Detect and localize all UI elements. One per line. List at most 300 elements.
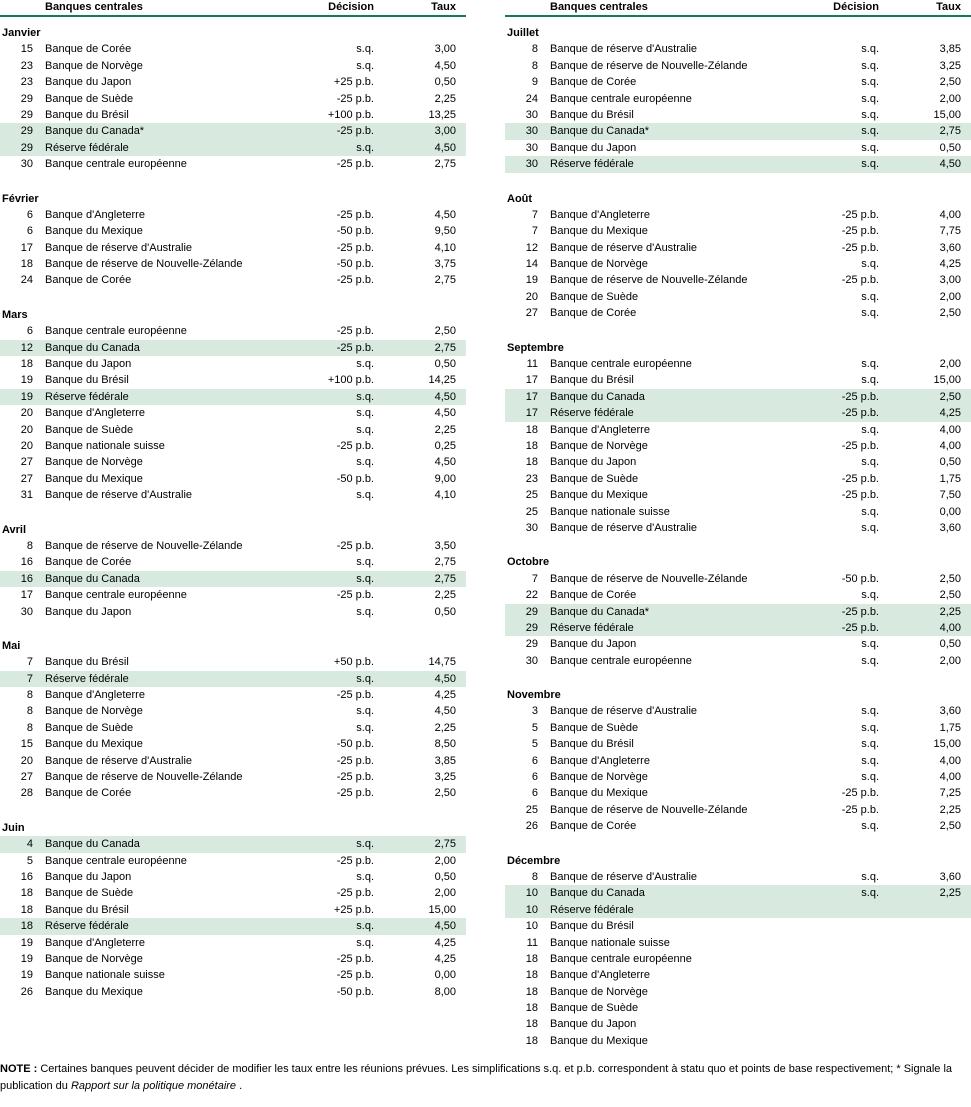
bank-name: Banque centrale européenne xyxy=(550,952,692,965)
decision-value: s.q. xyxy=(356,358,374,371)
bank-name: Banque de réserve d'Australie xyxy=(45,754,193,767)
month-label: Février xyxy=(2,192,39,205)
decision-value: s.q. xyxy=(861,290,879,303)
table-row xyxy=(0,454,466,470)
rate-value: 2,50 xyxy=(434,325,456,338)
meeting-day: 18 xyxy=(525,1034,538,1047)
meeting-day: 27 xyxy=(20,771,33,784)
decision-value: s.q. xyxy=(861,870,879,883)
bank-name: Banque de Norvège xyxy=(550,439,648,452)
meeting-day: 26 xyxy=(525,820,538,833)
footnote xyxy=(0,1061,966,1095)
meeting-day: 10 xyxy=(525,920,538,933)
meeting-day: 7 xyxy=(531,225,538,238)
decision-value: s.q. xyxy=(356,605,374,618)
bank-name: Banque de Suède xyxy=(550,290,639,303)
meeting-day: 6 xyxy=(531,754,538,767)
month-label: Novembre xyxy=(507,689,561,702)
rate-value: 4,25 xyxy=(434,936,456,949)
rate-value: 2,50 xyxy=(434,787,456,800)
decision-value: +100 p.b. xyxy=(327,374,374,387)
bank-name: Banque du Mexique xyxy=(550,489,648,502)
rate-value: 8,50 xyxy=(434,738,456,751)
rate-value: 4,50 xyxy=(939,158,961,171)
decision-value: s.q. xyxy=(861,358,879,371)
meeting-day: 17 xyxy=(525,390,538,403)
table-row xyxy=(0,74,466,90)
table-row xyxy=(0,935,466,951)
decision-value: -25 p.b. xyxy=(336,274,374,287)
meeting-day: 18 xyxy=(525,456,538,469)
rate-value: 2,25 xyxy=(939,887,961,900)
table-row xyxy=(0,389,466,405)
table-row xyxy=(505,1016,971,1032)
decision-value: s.q. xyxy=(861,705,879,718)
table-row xyxy=(0,405,466,421)
table-row xyxy=(0,140,466,156)
bank-name: Banque du Canada xyxy=(550,887,645,900)
month-rows xyxy=(505,869,971,1049)
rate-value: 4,50 xyxy=(434,141,456,154)
meeting-day: 8 xyxy=(531,59,538,72)
table-row xyxy=(505,869,971,885)
bank-name: Banque du Brésil xyxy=(45,903,129,916)
table-row xyxy=(0,207,466,223)
rate-value: 3,00 xyxy=(434,125,456,138)
table-row xyxy=(505,91,971,107)
rate-value: 3,00 xyxy=(434,43,456,56)
table-row xyxy=(0,156,466,172)
meeting-day: 20 xyxy=(20,423,33,436)
table-row xyxy=(505,471,971,487)
decision-value: -25 p.b. xyxy=(841,605,879,618)
table-row xyxy=(0,340,466,356)
bank-name: Banque de Suède xyxy=(45,887,134,900)
table-row xyxy=(0,703,466,719)
meeting-day: 18 xyxy=(20,358,33,371)
decision-value: -25 p.b. xyxy=(336,952,374,965)
table-row xyxy=(0,487,466,503)
table-row xyxy=(0,785,466,801)
bank-name: Banque du Canada xyxy=(45,572,140,585)
month-section xyxy=(0,638,466,802)
meeting-day: 9 xyxy=(531,76,538,89)
rate-value: 0,50 xyxy=(939,456,961,469)
table-row xyxy=(0,372,466,388)
bank-name: Banque du Brésil xyxy=(45,108,129,121)
rate-value: 7,25 xyxy=(939,787,961,800)
decision-value: s.q. xyxy=(861,654,879,667)
bank-name: Banque centrale européenne xyxy=(550,358,692,371)
decision-value: -50 p.b. xyxy=(336,225,374,238)
meeting-day: 29 xyxy=(525,638,538,651)
bank-name: Banque de Suède xyxy=(45,92,134,105)
meeting-day: 19 xyxy=(20,374,33,387)
decision-value: s.q. xyxy=(861,108,879,121)
table-row xyxy=(505,636,971,652)
table-row xyxy=(505,736,971,752)
decision-value: -25 p.b. xyxy=(336,125,374,138)
table-row xyxy=(0,323,466,339)
rate-value: 4,50 xyxy=(434,672,456,685)
meeting-day: 30 xyxy=(20,158,33,171)
month-label: Août xyxy=(507,192,533,205)
table-header xyxy=(0,0,466,17)
table-row xyxy=(505,107,971,123)
meeting-day: 17 xyxy=(20,241,33,254)
table-row xyxy=(505,289,971,305)
bank-name: Banque de réserve d'Australie xyxy=(45,241,193,254)
bank-name: Banque de Corée xyxy=(45,556,132,569)
table-row xyxy=(0,554,466,570)
decision-value: s.q. xyxy=(861,125,879,138)
decision-value: -25 p.b. xyxy=(336,689,374,702)
meeting-day: 18 xyxy=(20,258,33,271)
bank-name: Banque du Japon xyxy=(45,76,132,89)
month-section xyxy=(505,554,971,669)
rate-value: 4,00 xyxy=(939,621,961,634)
decision-value: -25 p.b. xyxy=(841,390,879,403)
rate-value: 15,00 xyxy=(933,374,961,387)
rate-value: 4,50 xyxy=(434,705,456,718)
rate-value: 2,75 xyxy=(434,572,456,585)
meeting-day: 7 xyxy=(531,572,538,585)
rate-value: 14,25 xyxy=(428,374,456,387)
decision-value: -25 p.b. xyxy=(336,158,374,171)
month-label: Octobre xyxy=(507,556,550,569)
bank-name: Banque d'Angleterre xyxy=(550,423,650,436)
decision-value: s.q. xyxy=(356,456,374,469)
rate-value: 0,25 xyxy=(434,439,456,452)
table-row xyxy=(505,951,971,967)
rate-value: 0,50 xyxy=(434,605,456,618)
month-rows xyxy=(0,654,466,802)
meeting-day: 31 xyxy=(20,489,33,502)
decision-value: -25 p.b. xyxy=(336,439,374,452)
rate-value: 0,50 xyxy=(434,870,456,883)
table-row xyxy=(0,654,466,670)
meeting-day: 18 xyxy=(20,887,33,900)
bank-name: Banque de Suède xyxy=(45,721,134,734)
decision-value: -50 p.b. xyxy=(336,258,374,271)
decision-value: s.q. xyxy=(356,423,374,436)
table-row xyxy=(505,438,971,454)
meeting-day: 30 xyxy=(525,521,538,534)
bank-name: Banque de Corée xyxy=(45,43,132,56)
month-section xyxy=(0,522,466,620)
bank-name: Banque de Corée xyxy=(45,787,132,800)
month-label: Avril xyxy=(2,523,27,536)
decision-value: s.q. xyxy=(861,521,879,534)
rate-value: 4,50 xyxy=(434,390,456,403)
meeting-day: 27 xyxy=(20,456,33,469)
meeting-day: 30 xyxy=(525,108,538,121)
bank-name: Banque de Norvège xyxy=(550,985,648,998)
rate-value: 4,00 xyxy=(939,208,961,221)
meeting-day: 5 xyxy=(531,721,538,734)
bank-name: Banque nationale suisse xyxy=(45,439,165,452)
rate-value: 2,50 xyxy=(939,572,961,585)
table-row xyxy=(505,935,971,951)
table-row xyxy=(505,422,971,438)
rate-value: 2,50 xyxy=(939,820,961,833)
decision-value: -25 p.b. xyxy=(336,92,374,105)
rate-value: 15,00 xyxy=(933,738,961,751)
bank-name: Banque du Japon xyxy=(550,638,637,651)
decision-value: -25 p.b. xyxy=(841,407,879,420)
bank-name: Réserve fédérale xyxy=(45,672,129,685)
meeting-day: 17 xyxy=(525,407,538,420)
rate-value: 2,25 xyxy=(434,589,456,602)
table-row xyxy=(0,967,466,983)
rate-value: 2,00 xyxy=(939,290,961,303)
decision-value: -25 p.b. xyxy=(841,472,879,485)
rate-value: 2,25 xyxy=(434,423,456,436)
decision-value: s.q. xyxy=(356,556,374,569)
rate-value: 2,25 xyxy=(939,803,961,816)
meeting-day: 7 xyxy=(26,656,33,669)
rate-value: 4,10 xyxy=(434,489,456,502)
decision-value: s.q. xyxy=(861,887,879,900)
header-banks: Banques centrales xyxy=(45,1,143,13)
meeting-day: 18 xyxy=(525,1018,538,1031)
meeting-day: 15 xyxy=(20,43,33,56)
rate-value: 2,50 xyxy=(939,390,961,403)
meeting-day: 10 xyxy=(525,903,538,916)
month-section xyxy=(505,25,971,173)
rate-value: 2,00 xyxy=(434,854,456,867)
bank-name: Banque d'Angleterre xyxy=(45,689,145,702)
rate-value: 4,50 xyxy=(434,407,456,420)
rate-value: 2,00 xyxy=(939,654,961,667)
table-row xyxy=(0,836,466,852)
table-row xyxy=(0,571,466,587)
table-row xyxy=(0,769,466,785)
decision-value: -50 p.b. xyxy=(841,572,879,585)
decision-value: s.q. xyxy=(861,158,879,171)
bank-name: Banque du Japon xyxy=(550,141,637,154)
meeting-day: 29 xyxy=(20,141,33,154)
meeting-day: 7 xyxy=(531,208,538,221)
meeting-day: 20 xyxy=(20,754,33,767)
bank-name: Banque centrale européenne xyxy=(550,654,692,667)
table-row xyxy=(505,41,971,57)
bank-name: Banque de Corée xyxy=(550,820,637,833)
bank-name: Banque de Norvège xyxy=(550,771,648,784)
bank-name: Banque de Corée xyxy=(550,589,637,602)
rate-value: 3,60 xyxy=(939,870,961,883)
meeting-day: 5 xyxy=(531,738,538,751)
bank-name: Banque du Canada* xyxy=(45,125,145,138)
rate-value: 4,25 xyxy=(939,407,961,420)
table-row xyxy=(0,356,466,372)
rate-value: 0,50 xyxy=(939,141,961,154)
rate-value: 15,00 xyxy=(933,108,961,121)
decision-value: s.q. xyxy=(861,456,879,469)
header-rate: Taux xyxy=(431,1,456,13)
bank-name: Banque du Mexique xyxy=(550,787,648,800)
meeting-day: 30 xyxy=(20,605,33,618)
rate-value: 7,50 xyxy=(939,489,961,502)
decision-value: -25 p.b. xyxy=(336,341,374,354)
table-row xyxy=(505,140,971,156)
rate-value: 2,75 xyxy=(434,158,456,171)
table-row xyxy=(505,571,971,587)
rate-value: 2,75 xyxy=(434,274,456,287)
decision-value: -25 p.b. xyxy=(336,241,374,254)
meeting-day: 26 xyxy=(20,985,33,998)
decision-value: s.q. xyxy=(861,721,879,734)
table-row xyxy=(0,902,466,918)
decision-value: -25 p.b. xyxy=(841,439,879,452)
month-rows xyxy=(505,356,971,536)
decision-value: +25 p.b. xyxy=(333,903,374,916)
meeting-day: 30 xyxy=(525,654,538,667)
decision-value: -25 p.b. xyxy=(841,274,879,287)
month-section xyxy=(0,191,466,289)
decision-value: s.q. xyxy=(861,307,879,320)
decision-value: -25 p.b. xyxy=(336,854,374,867)
meeting-day: 5 xyxy=(26,854,33,867)
meeting-day: 30 xyxy=(525,141,538,154)
rate-value: 0,50 xyxy=(434,76,456,89)
rate-value: 4,25 xyxy=(434,952,456,965)
rate-value: 4,00 xyxy=(939,771,961,784)
decision-value: -25 p.b. xyxy=(336,589,374,602)
meeting-day: 24 xyxy=(20,274,33,287)
table-row xyxy=(505,372,971,388)
decision-value: s.q. xyxy=(861,59,879,72)
rate-value: 3,25 xyxy=(434,771,456,784)
decision-value: s.q. xyxy=(861,92,879,105)
rate-value: 2,75 xyxy=(434,341,456,354)
decision-value: s.q. xyxy=(861,638,879,651)
meeting-day: 6 xyxy=(531,787,538,800)
bank-name: Banque du Mexique xyxy=(550,1034,648,1047)
bank-name: Banque de Suède xyxy=(550,1002,639,1015)
table-row xyxy=(505,753,971,769)
bank-name: Réserve fédérale xyxy=(550,407,634,420)
decision-value: s.q. xyxy=(861,76,879,89)
table-row xyxy=(0,753,466,769)
meeting-day: 29 xyxy=(525,621,538,634)
table-row xyxy=(505,454,971,470)
meeting-day: 6 xyxy=(26,325,33,338)
footnote-report-title: Rapport sur la politique monétaire xyxy=(70,1080,237,1093)
meeting-day: 12 xyxy=(525,241,538,254)
bank-name: Banque centrale européenne xyxy=(45,325,187,338)
table-row xyxy=(505,703,971,719)
rate-value: 4,50 xyxy=(434,456,456,469)
decision-value: -25 p.b. xyxy=(841,621,879,634)
bank-name: Banque de Suède xyxy=(550,721,639,734)
meeting-day: 11 xyxy=(526,936,538,949)
header-rate: Taux xyxy=(936,1,961,13)
rate-value: 3,60 xyxy=(939,521,961,534)
rate-value: 14,75 xyxy=(428,656,456,669)
table-row xyxy=(0,587,466,603)
decision-value: -25 p.b. xyxy=(336,969,374,982)
table-row xyxy=(505,620,971,636)
decision-value: -50 p.b. xyxy=(336,738,374,751)
month-label: Décembre xyxy=(507,854,561,867)
meeting-day: 25 xyxy=(525,803,538,816)
table-row xyxy=(505,720,971,736)
month-section xyxy=(0,307,466,504)
bank-name: Banque nationale suisse xyxy=(45,969,165,982)
meeting-day: 15 xyxy=(20,738,33,751)
bank-name: Banque du Canada xyxy=(45,341,140,354)
bank-name: Banque de Norvège xyxy=(45,705,143,718)
decision-value: -25 p.b. xyxy=(336,887,374,900)
bank-name: Banque d'Angleterre xyxy=(550,754,650,767)
meeting-day: 8 xyxy=(531,43,538,56)
decision-value: -25 p.b. xyxy=(841,225,879,238)
bank-name: Banque de Corée xyxy=(550,307,637,320)
decision-value: s.q. xyxy=(356,59,374,72)
table-row xyxy=(505,405,971,421)
meeting-day: 4 xyxy=(26,838,33,851)
bank-name: Banque du Japon xyxy=(550,1018,637,1031)
month-section xyxy=(505,687,971,835)
month-label: Septembre xyxy=(507,341,564,354)
table-row xyxy=(505,902,971,918)
bank-name: Banque d'Angleterre xyxy=(45,407,145,420)
rate-value: 2,75 xyxy=(939,125,961,138)
bank-name: Banque du Canada* xyxy=(550,605,650,618)
meeting-day: 19 xyxy=(525,274,538,287)
table-row xyxy=(505,1000,971,1016)
bank-name: Réserve fédérale xyxy=(45,390,129,403)
month-section xyxy=(505,853,971,1050)
bank-name: Banque du Brésil xyxy=(550,738,634,751)
rate-value: 0,50 xyxy=(939,638,961,651)
table-row xyxy=(505,356,971,372)
rate-value: 3,85 xyxy=(434,754,456,767)
bank-name: Banque du Japon xyxy=(550,456,637,469)
meeting-day: 28 xyxy=(20,787,33,800)
bank-name: Banque de Suède xyxy=(45,423,134,436)
meeting-day: 6 xyxy=(26,208,33,221)
meeting-day: 22 xyxy=(525,589,538,602)
rate-value: 0,00 xyxy=(939,505,961,518)
table-row xyxy=(0,918,466,934)
bank-name: Banque du Canada xyxy=(550,390,645,403)
meeting-day: 16 xyxy=(20,870,33,883)
decision-value: +25 p.b. xyxy=(333,76,374,89)
table-row xyxy=(505,769,971,785)
table-row xyxy=(505,156,971,172)
decision-value: -50 p.b. xyxy=(336,472,374,485)
meeting-day: 18 xyxy=(525,952,538,965)
meeting-day: 10 xyxy=(525,887,538,900)
table-row xyxy=(0,123,466,139)
header-decision: Décision xyxy=(833,1,879,13)
decision-value: s.q. xyxy=(861,754,879,767)
meeting-day: 16 xyxy=(20,556,33,569)
bank-name: Banque de réserve d'Australie xyxy=(550,43,698,56)
decision-value: s.q. xyxy=(861,141,879,154)
meeting-day: 20 xyxy=(20,439,33,452)
meeting-day: 24 xyxy=(525,92,538,105)
rate-value: 3,25 xyxy=(939,59,961,72)
month-section xyxy=(505,191,971,322)
table-row xyxy=(505,504,971,520)
table-row xyxy=(0,471,466,487)
table-row xyxy=(0,272,466,288)
bank-name: Banque de réserve d'Australie xyxy=(550,241,698,254)
table-row xyxy=(505,604,971,620)
